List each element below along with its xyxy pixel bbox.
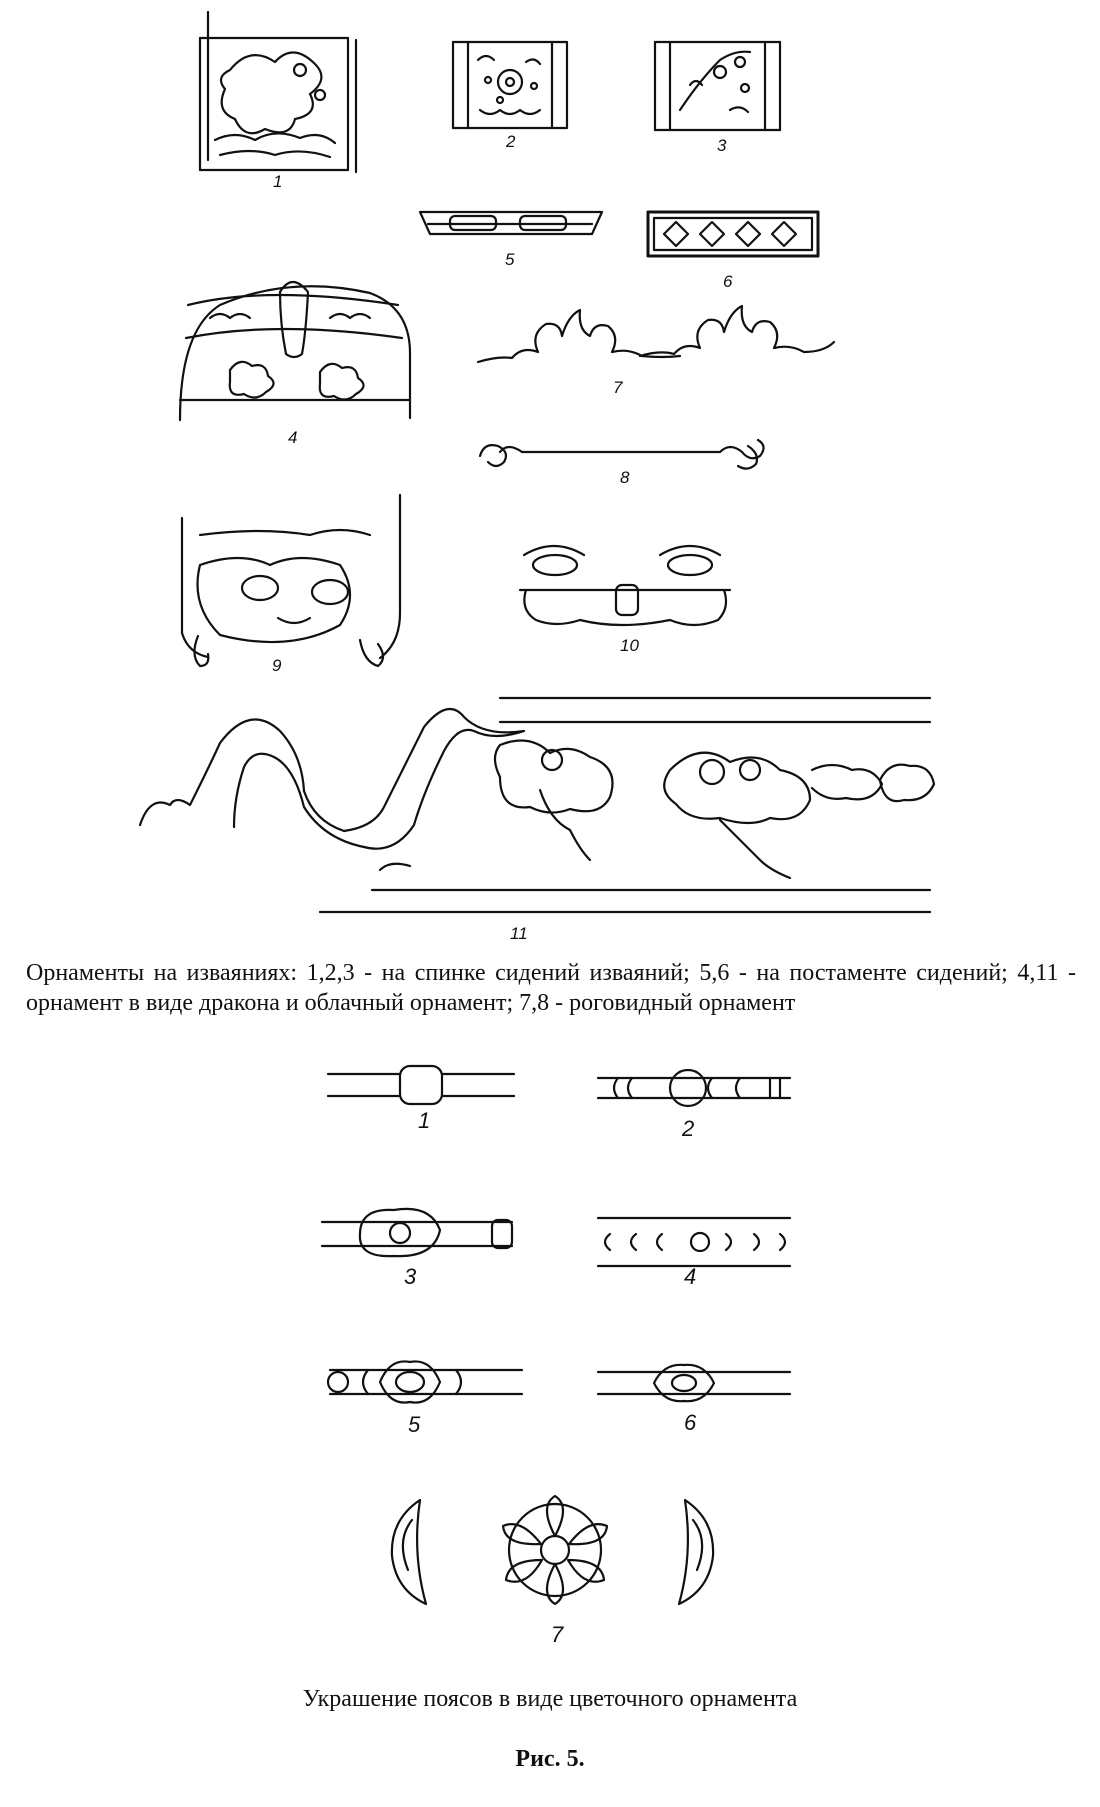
label-3: 3 (717, 136, 727, 155)
belt-label-4: 4 (684, 1264, 697, 1289)
belt-label-7: 7 (551, 1622, 564, 1647)
ornament-11-dragon-cloud-band (140, 698, 934, 912)
label-8: 8 (620, 468, 630, 487)
belt-label-1: 1 (418, 1108, 431, 1133)
belt-3 (322, 1209, 512, 1256)
ornament-5-pedestal (420, 212, 602, 234)
ornament-1-seat-back (200, 12, 356, 172)
belt-label-6: 6 (684, 1410, 697, 1435)
label-6: 6 (723, 272, 733, 291)
belt-6 (598, 1365, 790, 1401)
belt-4 (598, 1218, 790, 1266)
ornament-3-seat-back (655, 42, 780, 130)
label-2: 2 (506, 132, 516, 151)
ornament-7-horn (478, 306, 834, 362)
belt-label-2: 2 (682, 1116, 695, 1141)
belt-1 (328, 1066, 514, 1104)
figure-label: Рис. 5. (515, 1746, 585, 1772)
belt-2 (598, 1070, 790, 1106)
ornament-4-dragon-cloud (180, 282, 410, 420)
top-figure-caption: Орнаменты на изваяниях: 1,2,3 - на спинке сидений изваяний; 5,6 - на постаменте сидений; 4,11 - орнамент в виде дракона и облачный орнамент; 7,8 - роговидный орнамент (26, 960, 1076, 1016)
belt-label-5: 5 (408, 1412, 421, 1437)
label-11: 11 (510, 924, 528, 943)
label-9: 9 (272, 656, 282, 675)
belt-7-elements (392, 1496, 713, 1604)
belt-5 (328, 1361, 522, 1402)
ornament-6-pedestal (648, 212, 818, 256)
label-4: 4 (288, 428, 298, 447)
label-10: 10 (620, 636, 639, 655)
bottom-figure-caption: Украшение поясов в виде цветочного орнамента (302, 1686, 798, 1712)
label-7: 7 (613, 378, 623, 397)
ornament-8-horn (480, 440, 764, 469)
label-5: 5 (505, 250, 515, 269)
ornament-10-mask (520, 546, 730, 625)
ornament-2-seat-back (453, 42, 567, 128)
label-1: 1 (273, 172, 283, 191)
ornament-9-face (182, 495, 400, 666)
belt-label-3: 3 (404, 1264, 417, 1289)
